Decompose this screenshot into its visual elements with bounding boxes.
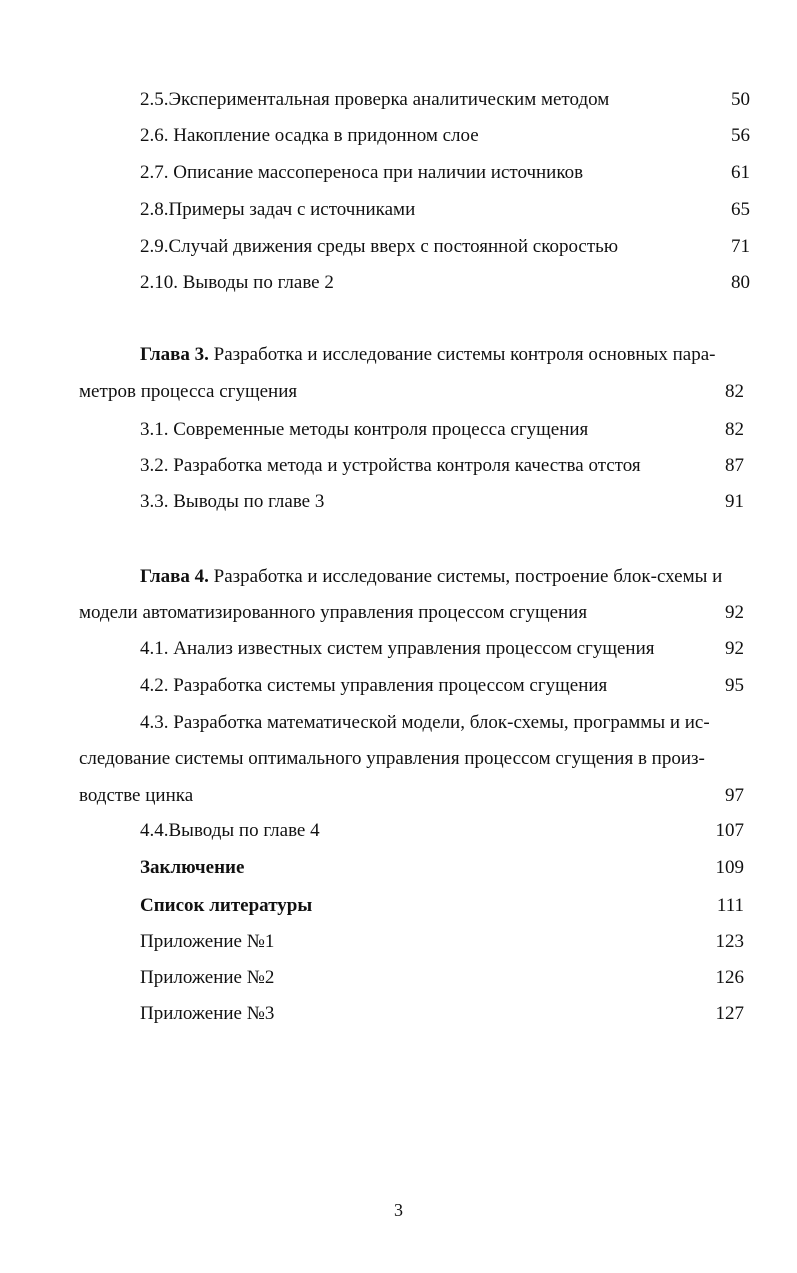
toc-entry-2-10: 2.10. Выводы по главе 2 (140, 272, 334, 293)
toc-entry-conclusion: Заключение (140, 857, 245, 878)
chapter-3-title-line2: метров процесса сгущения (79, 381, 298, 402)
toc-entry-2-9: 2.9.Случай движения среды вверх с постоянной скоростью (140, 236, 619, 257)
toc-page-2-8: 65 (731, 199, 750, 220)
toc-page-4-1: 92 (725, 638, 744, 659)
toc-entry-3-1: 3.1. Современные методы контроля процесса сгущения (140, 419, 589, 440)
toc-page-2-5: 50 (731, 89, 750, 110)
toc-entry-4-4: 4.4.Выводы по главе 4 (140, 820, 320, 841)
chapter-3-heading (140, 343, 715, 367)
toc-entry-2-6: 2.6. Накопление осадка в придонном слое (140, 125, 479, 146)
toc-page-appendix-3: 127 (715, 1003, 744, 1024)
toc-page-4-2: 95 (725, 675, 744, 696)
toc-page-references: 111 (716, 895, 744, 916)
toc-entry-4-3-line3: водстве цинка (79, 785, 194, 806)
toc-page-3-1: 82 (725, 419, 744, 440)
toc-page-appendix-2: 126 (715, 967, 744, 988)
toc-page-2-6: 56 (731, 125, 750, 146)
toc-entry-4-3-line2: следование системы оптимального управления процессом сгущения в произ- (79, 748, 705, 769)
chapter-3-label: Глава 3. (140, 344, 209, 365)
toc-entry-4-2: 4.2. Разработка системы управления процессом сгущения (140, 675, 608, 696)
toc-page-4-3: 97 (725, 785, 744, 806)
toc-page-appendix-1: 123 (715, 931, 744, 952)
toc-entry-4-3-line1: 4.3. Разработка математической модели, блок-схемы, программы и ис- (140, 712, 710, 733)
toc-entry-3-3: 3.3. Выводы по главе 3 (140, 491, 325, 512)
chapter-4-title-line2: модели автоматизированного управления процессом сгущения (79, 602, 588, 623)
toc-entry-3-2: 3.2. Разработка метода и устройства контроля качества отстоя (140, 455, 641, 476)
chapter-4-page: 92 (725, 602, 744, 623)
chapter-4-label: Глава 4. (140, 566, 209, 587)
chapter-4-title-line1: Разработка и исследование системы, построение блок-схемы и (208, 566, 723, 587)
toc-page-conclusion: 109 (715, 857, 744, 878)
chapter-3-title-line1: Разработка и исследование системы контроля основных пара- (208, 344, 716, 365)
toc-page-3-2: 87 (725, 455, 744, 476)
toc-entry-references: Список литературы (140, 895, 313, 916)
chapter-4-heading (140, 565, 722, 589)
toc-page-2-7: 61 (731, 162, 750, 183)
toc-entry-appendix-1: Приложение №1 (140, 931, 275, 952)
toc-entry-appendix-2: Приложение №2 (140, 967, 275, 988)
chapter-3-page: 82 (725, 381, 744, 402)
toc-entry-2-5: 2.5.Экспериментальная проверка аналитическим методом (140, 89, 610, 110)
toc-entry-2-8: 2.8.Примеры задач с источниками (140, 199, 416, 220)
toc-entry-4-1: 4.1. Анализ известных систем управления процессом сгущения (140, 638, 655, 659)
toc-page-2-9: 71 (731, 236, 750, 257)
toc-page-4-4: 107 (715, 820, 744, 841)
page-number: 3 (394, 1200, 403, 1220)
toc-entry-appendix-3: Приложение №3 (140, 1003, 275, 1024)
toc-entry-2-7: 2.7. Описание массопереноса при наличии источников (140, 162, 584, 183)
toc-page-3-3: 91 (725, 491, 744, 512)
toc-page-2-10: 80 (731, 272, 750, 293)
